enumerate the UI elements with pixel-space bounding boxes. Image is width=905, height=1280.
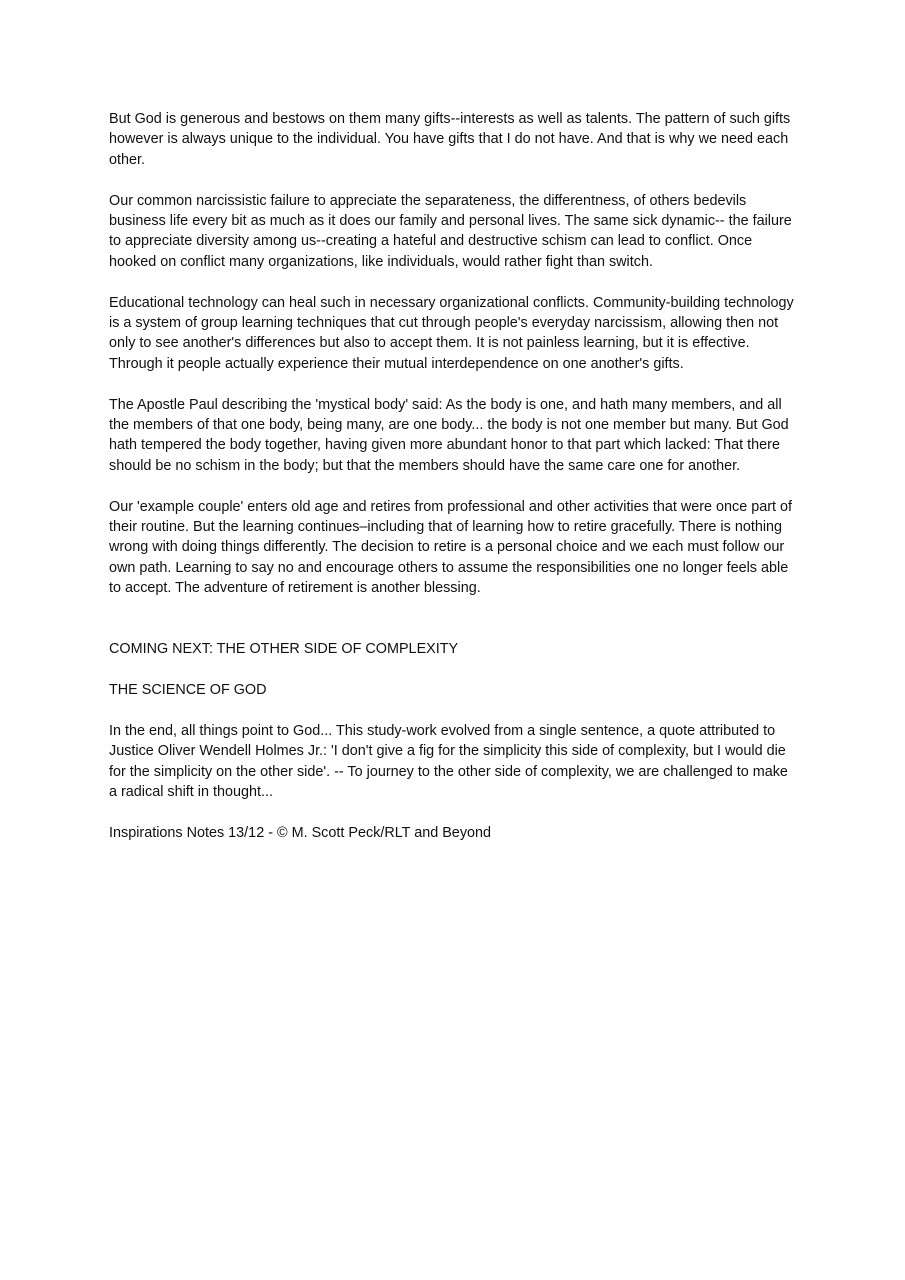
footer-credit: Inspirations Notes 13/12 - © M. Scott Peck/RLT and Beyond [109, 825, 492, 842]
coming-next-heading: COMING NEXT: THE OTHER SIDE OF COMPLEXITY [109, 641, 459, 658]
paragraph-narcissistic-failure: Our common narcissistic failure to appreciate the separateness, the differentness, of others bedevils business life every bit as much as it does our family and personal lives. The same sick dynamic-- the failure to appreciate diversity among us--creating a hateful and destructive schism can lead to conflict. Once hooked on conflict many organizations, like individuals, would rather fight than switch. [109, 192, 792, 270]
paragraph-apostle-paul: The Apostle Paul describing the 'mystical body' said: As the body is one, and hath many members, and all the members of that one body, being many, are one body... the body is not one member but many. But God hath tempered the body together, having given more abundant honor to that part which lacked: That there should be no schism in the body; but that the members should have the same care one for another. [109, 396, 789, 474]
section-body: In the end, all things point to God... This study-work evolved from a single sentence, a quote attributed to Justice Oliver Wendell Holmes Jr.: 'I don't give a fig for the simplicity this side of complexity, but I would die for the simplicity on the other side'. -- To journey to the other side of complexity, we are challenged to make a radical shift in thought... [109, 723, 788, 801]
paragraph-educational-technology: Educational technology can heal such in necessary organizational conflicts. Community-building technology is a system of group learning techniques that cut through people's everyday narcissism, allowing then not only to see another's differences but also to accept them. It is not painless learning, but it is effective. Through it people actually experience their mutual interdependence on one another's gifts. [109, 294, 794, 372]
section-title: THE SCIENCE OF GOD [109, 682, 267, 699]
paragraph-gifts: But God is generous and bestows on them many gifts--interests as well as talents. The pattern of such gifts however is always unique to the individual. You have gifts that I do not have. And that is why we need each other. [109, 111, 791, 168]
paragraph-example-couple: Our 'example couple' enters old age and retires from professional and other activities that were once part of their routine. But the learning continues–including that of learning how to retire gracefully. There is nothing wrong with doing things differently. The decision to retire is a personal choice and we each must follow our own path. Learning to say no and encourage others to assume the responsibilities one no longer feels able to accept. The adventure of retirement is another blessing. [109, 498, 793, 597]
document-page [109, 109, 799, 864]
